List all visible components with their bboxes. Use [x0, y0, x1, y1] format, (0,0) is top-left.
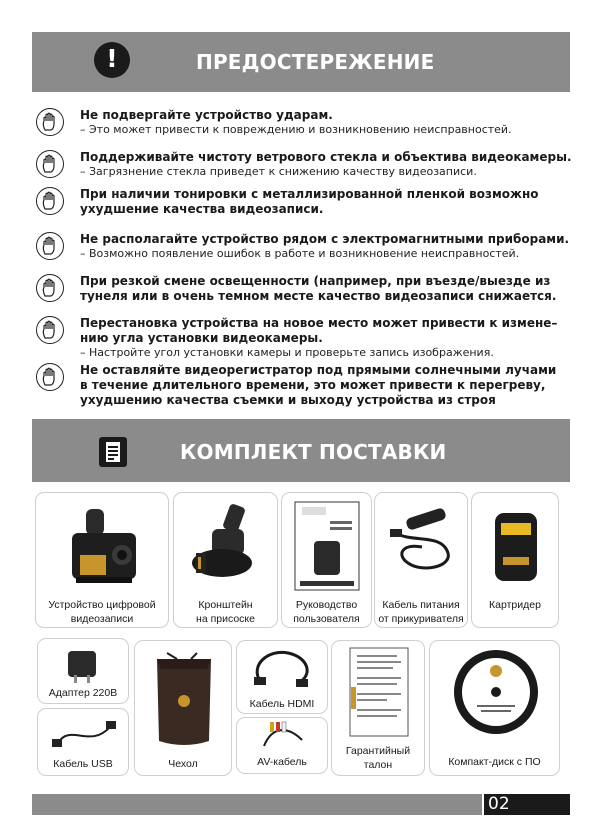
kit-label-warranty: Гарантийный талон: [345, 745, 411, 771]
kit-label-power-cable: Кабель питания от прикуривателя: [378, 599, 464, 625]
kit-item-adapter: [37, 638, 129, 704]
stop-hand-icon: [41, 154, 59, 174]
stop-hand-icon: [41, 320, 59, 340]
hdmi-cable-image: [248, 645, 318, 691]
warning-note-text: – Возможно появление ошибок в работе и возникновение неисправностей.: [80, 247, 520, 260]
warning-title-text: Перестановка устройства на новое место может привести к измене– нию угла установки видеокамеры.: [80, 316, 558, 345]
kit-label-cd: Компакт-диск с ПО: [448, 756, 541, 768]
kit-label-cartridge: Картридер: [489, 599, 541, 611]
warning-title-text: Поддерживайте чистоту ветрового стекла и объектива видеокамеры.: [80, 150, 572, 164]
warning-text: [80, 274, 580, 304]
warning-title-text: При наличии тонировки с металлизированной пленкой возможно ухудшение качества видеозаписи.: [80, 187, 539, 216]
kit-item-pouch: [134, 640, 232, 776]
dashcam-image: [64, 503, 144, 589]
warning-note-text: – Загрязнение стекла приведет к снижению качеству видеозаписи.: [80, 165, 477, 178]
kit-item-bracket: [173, 492, 278, 628]
stop-hand-icon: [41, 278, 59, 298]
stop-hand-icon: [41, 112, 59, 132]
document-icon: [99, 437, 127, 467]
warning-title-text: Не располагайте устройство рядом с электромагнитными приборами.: [80, 232, 570, 246]
kit-item-av: [236, 717, 328, 774]
warning-note-text: – Это может привести к повреждению и возникновению неисправностей.: [80, 123, 512, 136]
kit-item-usb: [37, 708, 129, 776]
exclamation-icon: [94, 42, 130, 78]
kit-banner: [32, 419, 570, 482]
kit-item-cd: [429, 640, 560, 776]
kit-item-cartridge: [471, 492, 559, 628]
warning-text: [80, 316, 580, 360]
cd-image: [451, 647, 541, 737]
warranty-image: [349, 647, 409, 737]
kit-label-av: AV-кабель: [257, 756, 307, 768]
kit-label-adapter: Адаптер 220В: [48, 687, 118, 699]
pouch-image: [147, 645, 221, 749]
card-reader-image: [491, 509, 541, 585]
kit-label-hdmi: Кабель HDMI: [249, 698, 315, 710]
kit-item-manual: [281, 492, 372, 628]
warning-text: [80, 187, 580, 217]
warning-banner: [32, 32, 570, 92]
kit-label-usb: Кабель USB: [53, 758, 113, 770]
stop-hand-icon: [41, 236, 59, 256]
warning-title-text: Не оставляйте видеорегистратор под прямыми солнечными лучами в течение длительного времени, это может привести к перегреву, ухудшению качества съемки и выходу устройства из строя: [80, 363, 557, 407]
stop-hand-icon: [36, 150, 64, 178]
stop-hand-icon: [36, 363, 64, 391]
stop-hand-icon: [36, 316, 64, 344]
warning-text: [80, 150, 580, 179]
stop-hand-icon: [36, 187, 64, 215]
warning-title: ПРЕДОСТЕРЕЖЕНИЕ: [196, 50, 435, 74]
kit-label-recorder: Устройство цифровой видеозаписи: [48, 599, 156, 625]
stop-hand-icon: [41, 367, 59, 387]
kit-label-bracket: Кронштейн на присоске: [196, 599, 255, 625]
stop-hand-icon: [36, 232, 64, 260]
power-cable-image: [382, 503, 462, 589]
kit-item-warranty: [331, 640, 425, 776]
footer-bar: [32, 794, 482, 815]
usb-cable-image: [50, 713, 120, 753]
stop-hand-icon: [36, 274, 64, 302]
stop-hand-icon: [41, 191, 59, 211]
bracket-image: [186, 501, 266, 587]
stop-hand-icon: [36, 108, 64, 136]
kit-title: КОМПЛЕКТ ПОСТАВКИ: [180, 440, 447, 464]
warning-title-text: Не подвергайте устройство ударам.: [80, 108, 333, 122]
warning-note-text: – Настройте угол установки камеры и проверьте запись изображения.: [80, 346, 494, 359]
kit-label-pouch: Чехол: [168, 758, 198, 770]
warning-text: [80, 232, 580, 261]
kit-item-power-cable: [374, 492, 468, 628]
warning-text: [80, 363, 580, 408]
kit-label-manual: Руководство пользователя: [293, 599, 360, 625]
warning-text: [80, 108, 580, 137]
av-cable-image: [258, 720, 308, 750]
warning-title-text: При резкой смене освещенности (например, при въезде/выезде из тунеля или в очень темном месте качество видеозаписи снижается.: [80, 274, 557, 303]
manual-image: [294, 501, 360, 591]
page-number: 02: [484, 794, 570, 815]
kit-item-hdmi: [236, 640, 328, 714]
adapter-image: [62, 645, 102, 685]
kit-item-recorder: [35, 492, 169, 628]
